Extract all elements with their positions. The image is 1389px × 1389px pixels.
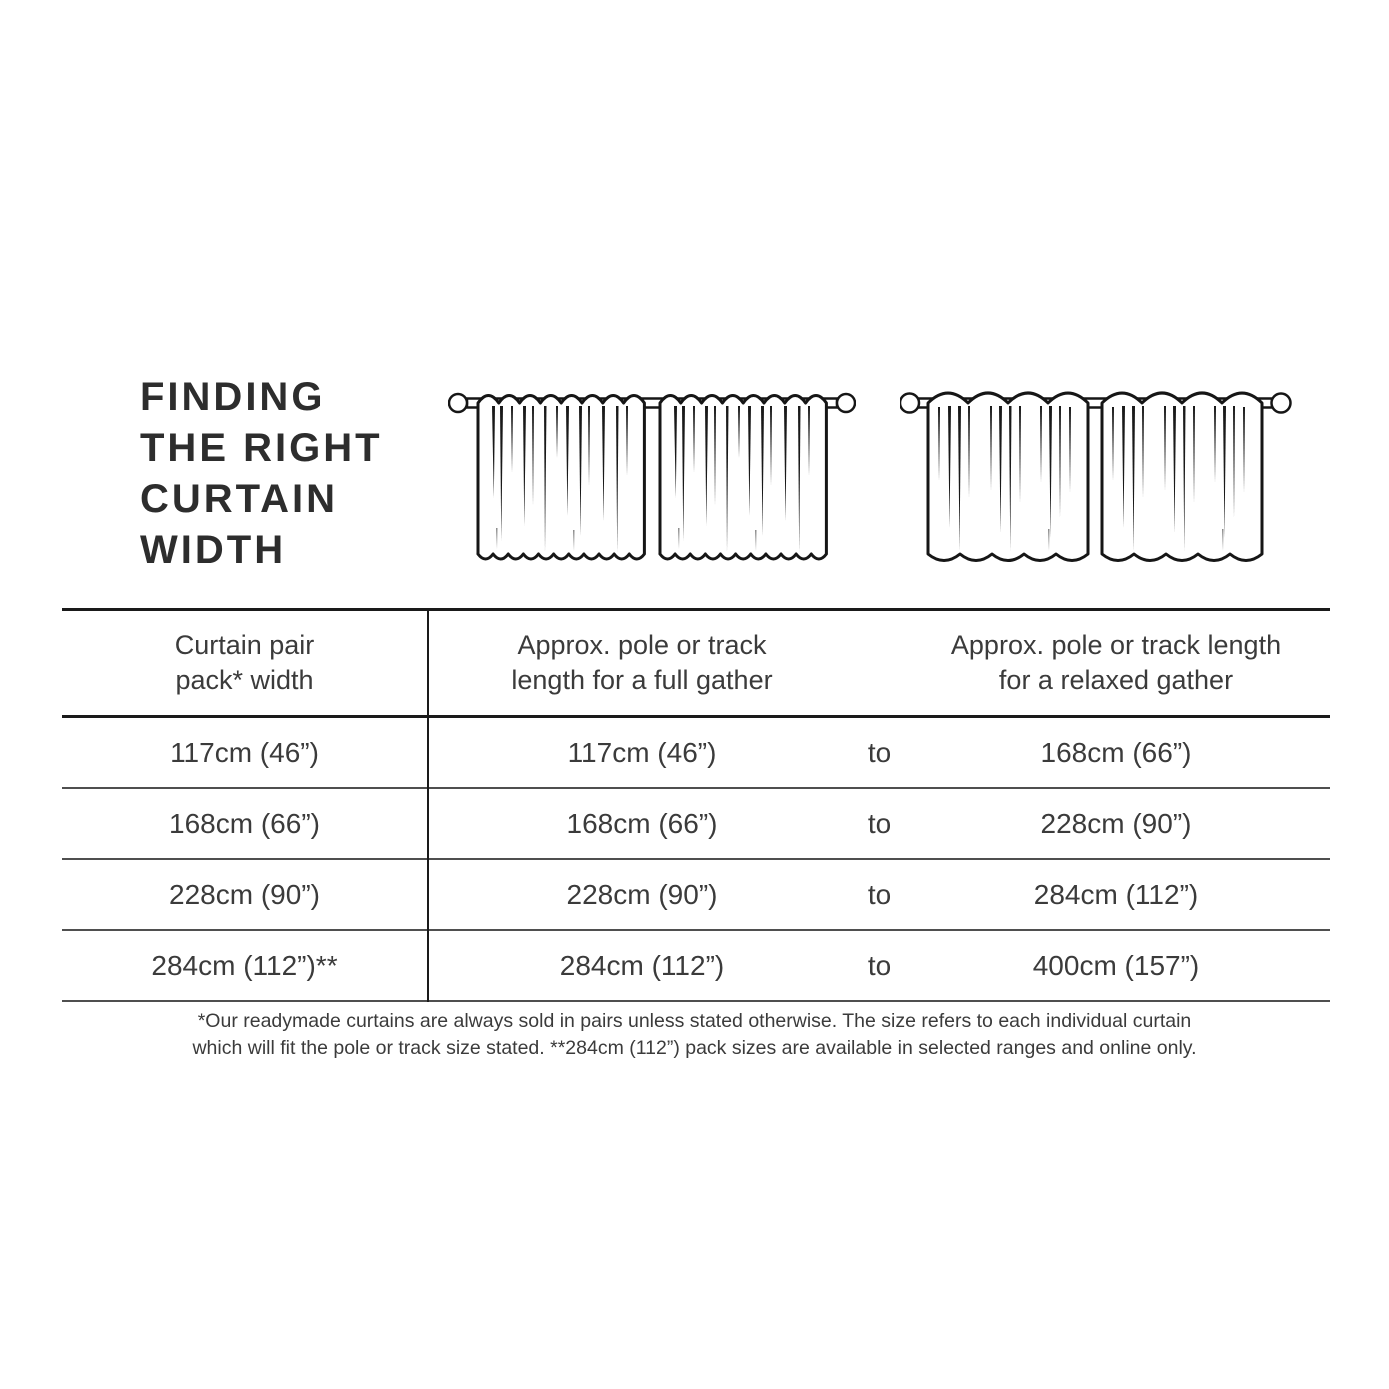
page-title-line: CURTAIN [140,477,339,521]
table-column-divider [427,611,429,1002]
curtain-pair-relaxed-gather-icon [900,376,1292,581]
table-row [62,860,1330,931]
footnote-line: *Our readymade curtains are always sold in pairs unless stated otherwise. The size refers to each individual curtain [197,1010,1192,1032]
pack-width-value: 228cm (90”) [169,878,320,910]
header-full-gather: Approx. pole or track length for a full gather [511,630,773,695]
footnote-line: which will fit the pole or track size stated. **284cm (112”) pack sizes are available in selected ranges and online only. [192,1037,1197,1059]
table-row [62,931,1330,1002]
pack-width-value: 168cm (66”) [169,807,320,839]
full-gather-value: 168cm (66”) [566,807,718,839]
table-header-row [62,611,1330,718]
full-gather-value: 228cm (90”) [566,878,718,910]
table-row [62,718,1330,789]
relaxed-gather-value: 284cm (112”) [1033,878,1199,910]
page-title [140,372,383,576]
page-title-line: FINDING [140,375,326,419]
header-curtain-pack-width: Curtain pair pack* width [174,630,315,695]
pack-width-value: 117cm (46”) [170,736,319,768]
curtain-pair-full-gather-icon [448,376,856,581]
footnote [0,1008,1389,1062]
full-gather-value: 117cm (46”) [567,736,717,768]
page-title-line: WIDTH [140,528,287,572]
header-relaxed-gather: Approx. pole or track length for a relaxed gather [950,630,1282,695]
relaxed-gather-value: 168cm (66”) [1040,736,1192,768]
range-connector: to [867,878,892,910]
range-connector: to [867,949,892,981]
range-connector: to [867,736,892,768]
relaxed-gather-value: 400cm (157”) [1032,949,1200,981]
pack-width-value: 284cm (112”)** [151,949,338,981]
page-title-line: THE RIGHT [140,426,383,470]
size-table [62,608,1330,1002]
relaxed-gather-value: 228cm (90”) [1040,807,1192,839]
range-connector: to [867,807,892,839]
full-gather-value: 284cm (112”) [559,949,725,981]
table-row [62,789,1330,860]
